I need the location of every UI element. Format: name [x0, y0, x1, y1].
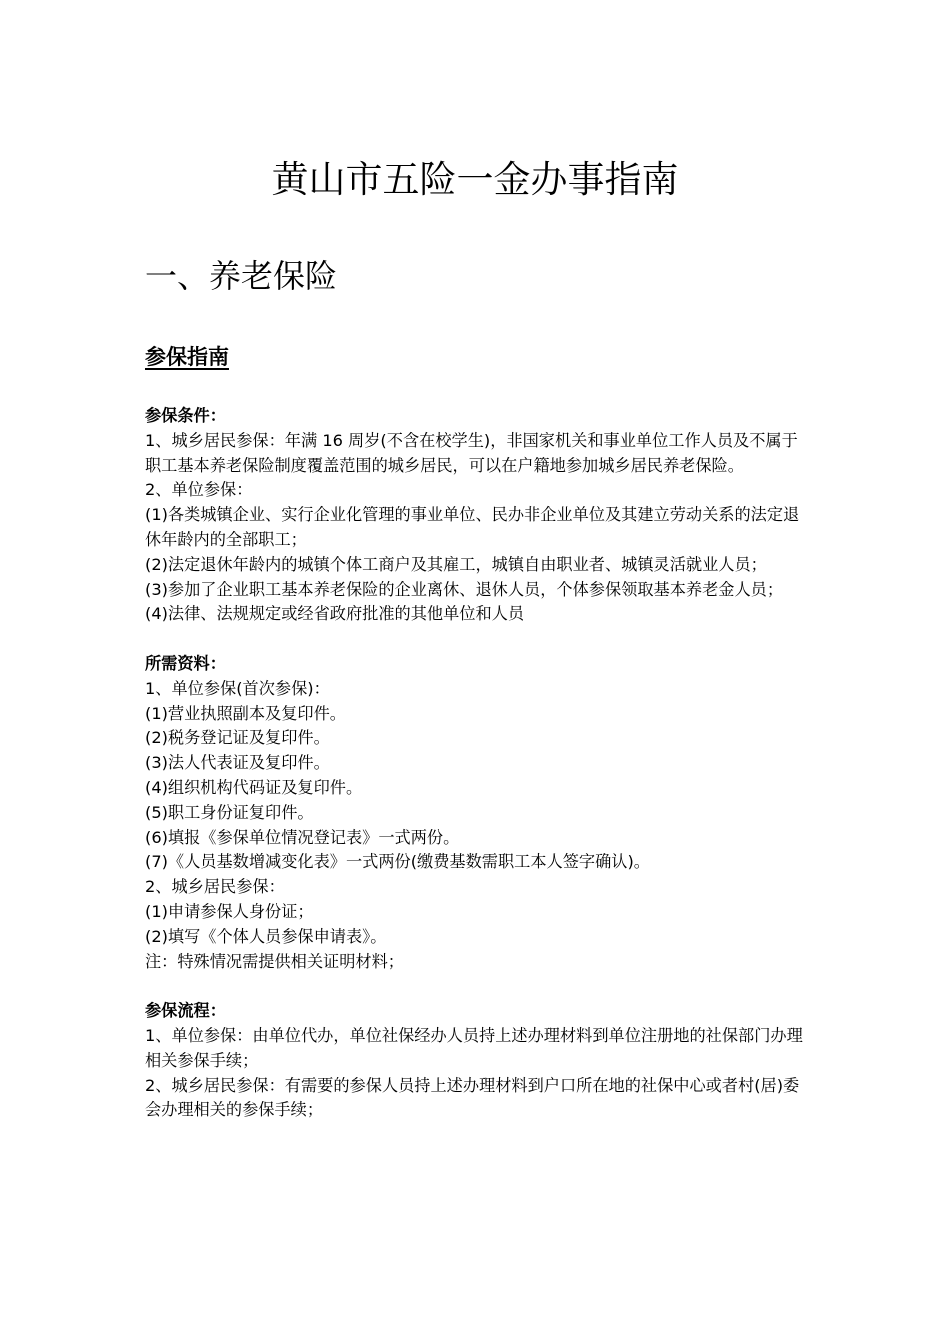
- materials-line: (2)填写《个体人员参保申请表》。: [145, 926, 387, 946]
- process-label: 参保流程：: [145, 1001, 226, 1021]
- materials-line: 2、城乡居民参保：: [145, 877, 285, 897]
- materials-line: (6)填报《参保单位情况登记表》一式两份。: [145, 827, 460, 847]
- materials-line: (3)法人代表证及复印件。: [145, 753, 330, 773]
- conditions-label: 参保条件：: [145, 406, 226, 425]
- materials-line: (2)税务登记证及复印件。: [145, 728, 330, 748]
- paragraph-gap: [145, 627, 810, 652]
- materials-line: (7)《人员基数增减变化表》一式两份(缴费基数需职工本人签字确认)。: [145, 852, 650, 872]
- materials-line: (1)营业执照副本及复印件。: [145, 703, 346, 723]
- materials-line: 注：特殊情况需提供相关证明材料；: [145, 951, 404, 971]
- materials-line: (1)申请参保人身份证；: [145, 901, 314, 921]
- paragraph-gap: [145, 974, 810, 999]
- sub-heading: 参保指南: [145, 345, 229, 369]
- conditions-line: (2)法定退休年龄内的城镇个体工商户及其雇工，城镇自由职业者、城镇灵活就业人员；: [145, 554, 767, 574]
- materials-line: 1、单位参保(首次参保)：: [145, 678, 330, 698]
- document-title: 黄山市五险一金办事指南: [271, 158, 679, 201]
- conditions-line: 1、城乡居民参保：年满 16 周岁(不含在校学生)，非国家机关和事业单位工作人员及不属于职工基本养老保险制度覆盖范围的城乡居民，可以在户籍地参加城乡居民养老保险。: [145, 430, 798, 475]
- materials-label: 所需资料：: [145, 653, 226, 673]
- process-line: 2、城乡居民参保：有需要的参保人员持上述办理材料到户口所在地的社保中心或者村(居)委会办理相关的参保手续；: [145, 1075, 800, 1120]
- materials-line: (5)职工身份证复印件。: [145, 802, 314, 822]
- section-heading: 一、养老保险: [145, 257, 338, 295]
- body-text: [145, 404, 810, 1123]
- materials-line: (4)组织机构代码证及复印件。: [145, 777, 363, 797]
- conditions-line: 2、单位参保：: [145, 480, 253, 500]
- process-line: 1、单位参保：由单位代办，单位社保经办人员持上述办理材料到单位注册地的社保部门办理相关参保手续；: [145, 1025, 803, 1070]
- conditions-line: (3)参加了企业职工基本养老保险的企业离休、退休人员，个体参保领取基本养老金人员；: [145, 579, 784, 599]
- conditions-line: (4)法律、法规规定或经省政府批准的其他单位和人员: [145, 604, 525, 624]
- conditions-line: (1)各类城镇企业、实行企业化管理的事业单位、民办非企业单位及其建立劳动关系的法定退休年龄内的全部职工；: [145, 505, 800, 549]
